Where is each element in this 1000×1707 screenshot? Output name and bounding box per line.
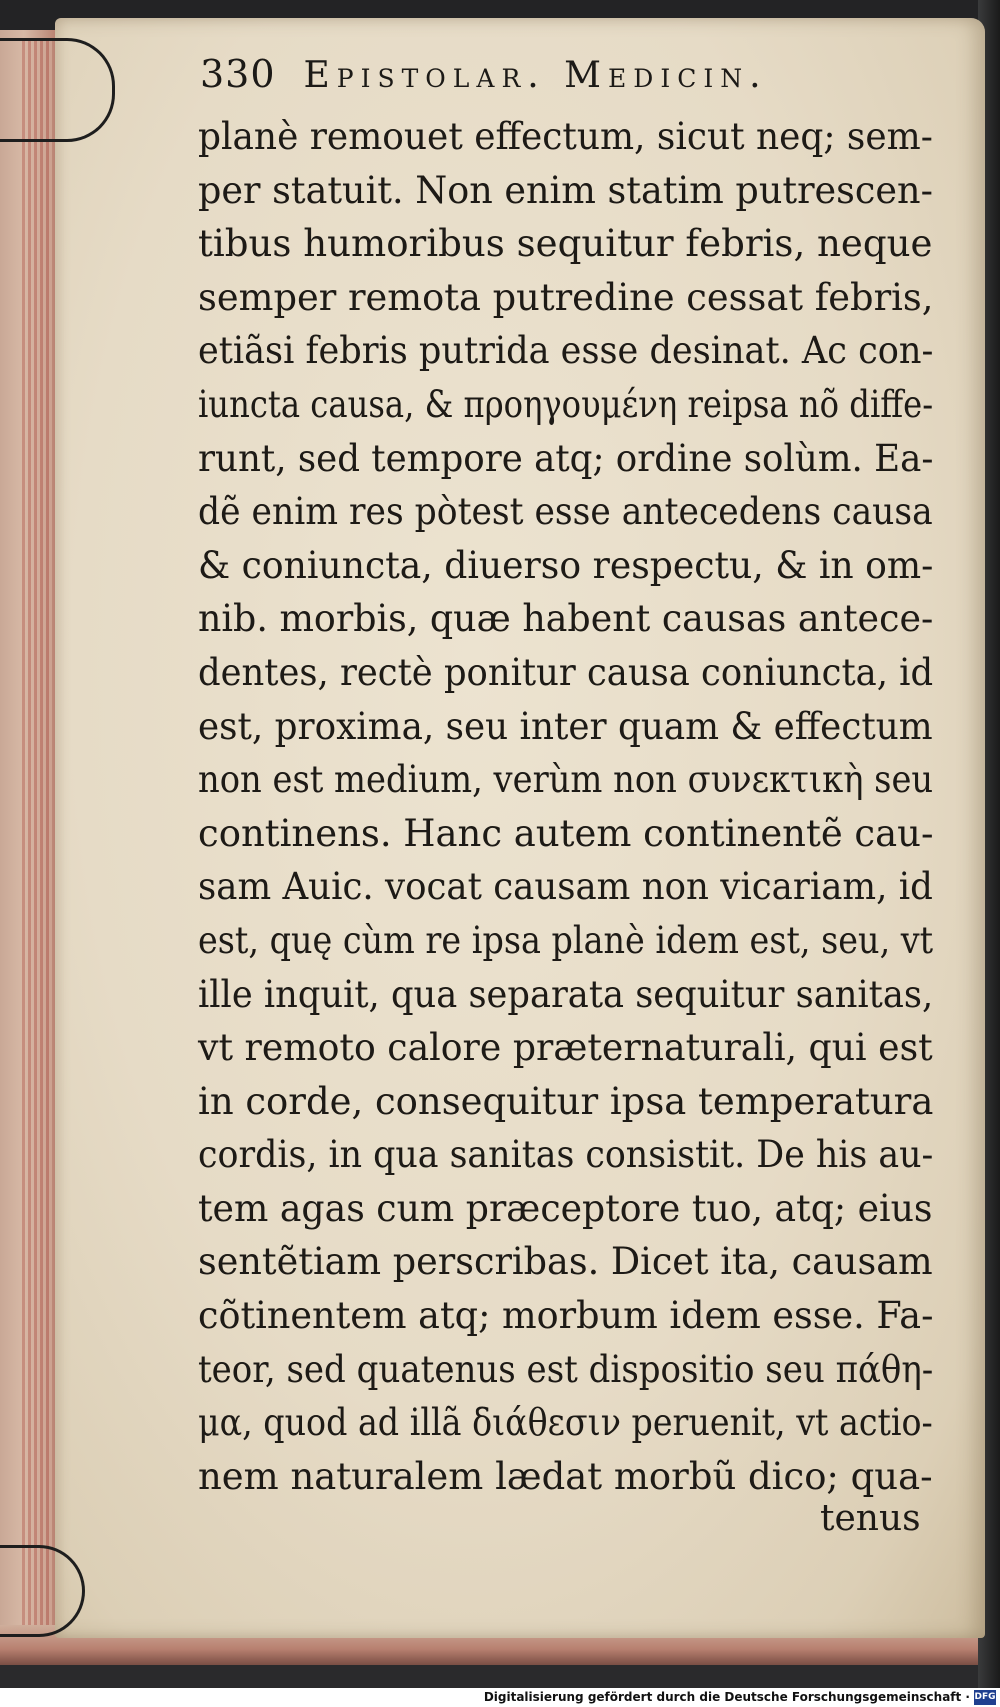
text-line: est, proxima, seu inter quam & effectum [198, 703, 933, 748]
text-line: planè remouet effectum, sicut neq; sem- [198, 114, 933, 158]
body-text [198, 110, 933, 1503]
text-line: μα, quod ad illã διάθεσιν peruenit, vt actio- [198, 1400, 933, 1445]
text-line: per statuit. Non enim statim putrescen- [198, 167, 933, 212]
text-line: sentẽtiam perscribas. Dicet ita, causam [198, 1239, 933, 1284]
text-line: in corde, consequitur ipsa temperatura [198, 1078, 934, 1123]
text-line: runt, sed tempore atq; ordine solùm. Ea- [198, 435, 934, 480]
text-line: sam Auic. vocat causam non vicariam, id [198, 864, 933, 909]
text-line: iuncta causa, & προηγουμένη reipsa nõ diffe- [198, 381, 934, 426]
text-line: cõtinentem atq; morbum idem esse. Fa- [198, 1293, 934, 1338]
text-line: continens. Hanc autem continentẽ cau- [198, 810, 934, 855]
catchword: tenus [820, 1498, 921, 1539]
text-line: tibus humoribus sequitur febris, neque [198, 221, 933, 266]
running-head [200, 52, 900, 108]
page-number: 330 [200, 52, 276, 96]
text-line: nib. morbis, quæ habent causas antece- [198, 596, 934, 641]
text-line: etiãsi febris putrida esse desinat. Ac con- [198, 328, 934, 373]
text-line: cordis, in qua sanitas consistit. De his au- [198, 1132, 934, 1177]
text-line: tem agas cum præceptore tuo, atq; eius [198, 1185, 933, 1230]
text-line: nem naturalem lædat morbũ dico; qua- [198, 1453, 933, 1498]
book-page-edges-stripes [22, 40, 52, 1640]
footer-credit: Digitalisierung gefördert durch die Deutsche Forschungsgemeinschaft · [483, 1690, 970, 1704]
text-line: non est medium, verùm non συνεκτικὴ seu [198, 757, 934, 802]
dfg-logo-icon: DFG [974, 1690, 996, 1705]
text-line: dẽ enim res pòtest esse antecedens causa [198, 489, 933, 534]
text-line: semper remota putredine cessat febris, [198, 274, 934, 319]
running-head-title: Epistolar. Medicin. [303, 55, 768, 96]
page-clip-top [0, 38, 115, 142]
text-line: & coniuncta, diuerso respectu, & in om- [198, 542, 934, 587]
text-line: est, quę cùm re ipsa planè idem est, seu, vt [198, 917, 934, 962]
text-line: vt remoto calore præternaturali, qui est [198, 1025, 933, 1070]
text-line: dentes, rectè ponitur causa coniuncta, id [198, 649, 934, 694]
text-line: teor, sed quatenus est dispositio seu πάθη- [198, 1346, 934, 1391]
text-line: ille inquit, qua separata sequitur sanitas, [198, 971, 934, 1016]
